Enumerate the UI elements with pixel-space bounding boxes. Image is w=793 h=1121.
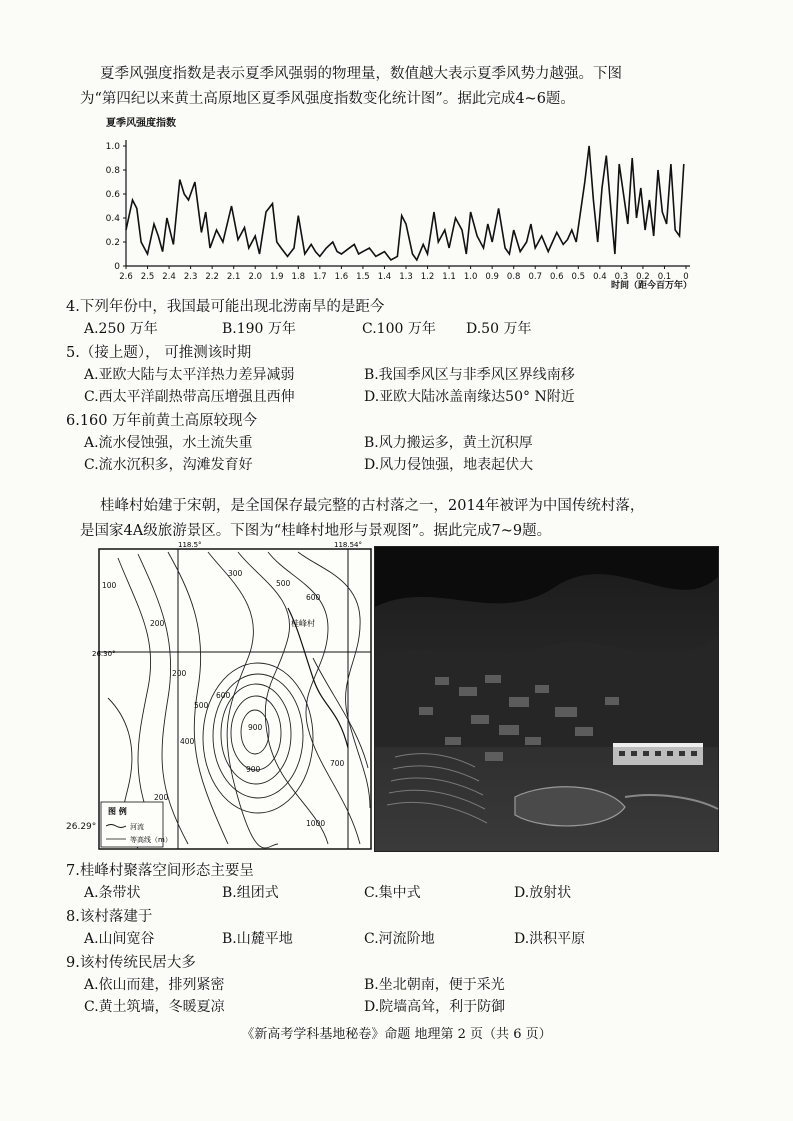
svg-text:400: 400 [180, 737, 195, 746]
intro-1-line-2: 为“第四纪以来黄土高原地区夏季风强度指数变化统计图”。据此完成4~6题。 [80, 91, 575, 107]
x-tick-label: 2.3 [183, 272, 198, 282]
y-tick-label: 0.8 [105, 166, 120, 176]
q7-option-b[interactable]: B.组团式 [222, 885, 279, 901]
questions-4-6 [66, 296, 756, 476]
x-tick-label: 0 [683, 272, 689, 282]
question-5-options-row-1 [66, 364, 756, 386]
x-tick-label: 1.1 [442, 272, 456, 282]
x-tick-label: 2.0 [248, 272, 262, 282]
svg-text:500: 500 [194, 701, 209, 710]
map-lon-right: 118.54° [334, 541, 362, 549]
y-tick-label: 0 [114, 262, 120, 272]
question-9-stem: 9.该村传统民居大多 [66, 955, 196, 971]
svg-text:600: 600 [216, 691, 231, 700]
intro-paragraph-1 [80, 62, 740, 112]
legend-contour: 等高线（m） [130, 836, 172, 844]
x-tick-label: 1.9 [270, 272, 284, 282]
q9-option-a[interactable]: A.依山而建，排列紧密 [84, 977, 225, 993]
page-footer: 《新高考学科基地秘卷》命题 地理第 2 页（共 6 页） [241, 1027, 552, 1042]
x-tick-label: 0.8 [506, 272, 521, 282]
question-6-options-row-1 [66, 432, 756, 454]
question-9-options-row-2 [66, 996, 756, 1018]
x-tick-label: 2.1 [226, 272, 241, 282]
question-4-stem: 4.下列年份中，我国最可能出现北涝南旱的是距今 [66, 299, 385, 315]
q6-option-d[interactable]: D.风力侵蚀强，地表起伏大 [364, 457, 534, 473]
y-tick-label: 0.2 [105, 238, 120, 248]
svg-text:900: 900 [248, 723, 263, 732]
question-7-stem: 7.桂峰村聚落空间形态主要呈 [66, 863, 254, 879]
x-tick-label: 1.4 [377, 272, 392, 282]
svg-text:200: 200 [154, 793, 169, 802]
q9-option-d[interactable]: D.院墙高耸，利于防御 [364, 999, 506, 1015]
svg-text:700: 700 [330, 759, 345, 768]
q9-option-c[interactable]: C.黄土筑墙，冬暖夏凉 [84, 999, 225, 1015]
x-tick-label: 1.5 [356, 272, 370, 282]
y-tick-label: 1.0 [105, 142, 120, 152]
question-8-stem: 8.该村落建于 [66, 909, 153, 925]
chart-y-ticks [106, 142, 126, 272]
x-tick-label: 2.4 [162, 272, 176, 282]
q8-option-d[interactable]: D.洪积平原 [514, 931, 586, 947]
question-6-options-row-2 [66, 454, 756, 476]
map-village-label: 桂峰村 [291, 619, 315, 628]
svg-text:600: 600 [306, 593, 321, 602]
intro-paragraph-2 [80, 494, 740, 544]
x-tick-label: 1.3 [399, 272, 413, 282]
map-lat-upper: 26.30° [92, 650, 116, 658]
chart-x-label: 时间（距今百万年） [610, 281, 692, 291]
village-landscape-photo [374, 546, 719, 852]
svg-text:900: 900 [246, 765, 261, 774]
map-lat-lower: 26.29° [66, 822, 97, 832]
questions-7-9 [66, 860, 756, 1018]
x-tick-label: 0.4 [593, 272, 607, 282]
q7-option-c[interactable]: C.集中式 [364, 885, 421, 901]
x-tick-label: 0.7 [528, 272, 542, 282]
question-7-options [66, 882, 756, 904]
q7-option-d[interactable]: D.放射状 [514, 885, 572, 901]
legend-title: 图 例 [108, 807, 127, 816]
q8-option-a[interactable]: A.山间宽谷 [84, 931, 155, 947]
chart-x-ticks [119, 266, 688, 282]
q4-option-d[interactable]: D.50 万年 [466, 321, 532, 337]
x-tick-label: 2.2 [205, 272, 219, 282]
svg-text:300: 300 [228, 569, 243, 578]
svg-text:200: 200 [150, 619, 165, 628]
question-8-options [66, 928, 756, 950]
x-tick-label: 2.6 [119, 272, 133, 282]
y-tick-label: 0.4 [105, 214, 120, 224]
q6-option-a[interactable]: A.流水侵蚀强，水土流失重 [84, 435, 253, 451]
question-9-options-row-1 [66, 974, 756, 996]
q4-option-b[interactable]: B.190 万年 [222, 321, 296, 337]
svg-text:100: 100 [102, 581, 117, 590]
q8-option-c[interactable]: C.河流阶地 [364, 931, 435, 947]
x-tick-label: 0.3 [614, 272, 629, 282]
intro-2-line-1: 桂峰村始建于宋朝，是全国保存最完整的古村落之一，2014年被评为中国传统村落， [100, 498, 645, 514]
q6-option-c[interactable]: C.流水沉积多，沟滩发育好 [84, 457, 253, 473]
chart-y-label: 夏季风强度指数 [106, 118, 176, 129]
x-tick-label: 0.5 [571, 272, 586, 282]
intro-1-line-1: 夏季风强度指数是表示夏季风强弱的物理量，数值越大表示夏季风势力越强。下图 [100, 66, 622, 82]
topographic-map [92, 541, 372, 850]
x-tick-label: 1.0 [463, 272, 478, 282]
x-tick-label: 0.2 [636, 272, 650, 282]
question-6-stem: 6.160 万年前黄土高原较现今 [66, 413, 258, 429]
map-lon-left: 118.5° [178, 541, 202, 549]
intro-2-line-2: 是国家4A级旅游景区。下图为“桂峰村地形与景观图”。据此完成7~9题。 [80, 523, 552, 539]
q6-option-b[interactable]: B.风力搬运多，黄土沉积厚 [364, 435, 533, 451]
q5-option-b[interactable]: B.我国季风区与非季风区界线南移 [364, 367, 575, 383]
x-tick-label: 1.8 [291, 272, 306, 282]
q8-option-b[interactable]: B.山麓平地 [222, 931, 293, 947]
y-tick-label: 0.6 [105, 190, 120, 200]
question-5-options-row-2 [66, 386, 756, 408]
q9-option-b[interactable]: B.坐北朝南，便于采光 [364, 977, 505, 993]
svg-text:1000: 1000 [306, 819, 326, 828]
legend-river: 河流 [130, 823, 144, 831]
q5-option-a[interactable]: A.亚欧大陆与太平洋热力差异减弱 [84, 367, 295, 383]
x-tick-label: 0.6 [550, 272, 564, 282]
q4-option-c[interactable]: C.100 万年 [362, 321, 436, 337]
svg-text:500: 500 [276, 579, 291, 588]
q5-option-d[interactable]: D.亚欧大陆冰盖南缘达50° N附近 [364, 389, 575, 405]
x-tick-label: 1.2 [420, 272, 435, 282]
photo-illustration [375, 547, 718, 851]
question-5-stem: 5.（接上题）， 可推测该时期 [66, 345, 252, 361]
svg-text:200: 200 [172, 669, 187, 678]
q5-option-c[interactable]: C.西太平洋副热带高压增强且西伸 [84, 389, 295, 405]
x-tick-label: 1.6 [334, 272, 349, 282]
question-4-options [66, 318, 756, 340]
x-tick-label: 2.5 [140, 272, 155, 282]
q4-option-a[interactable]: A.250 万年 [84, 321, 158, 337]
chart-series-line [126, 146, 684, 260]
monsoon-index-chart [100, 112, 700, 302]
q7-option-a[interactable]: A.条带状 [84, 885, 141, 901]
x-tick-label: 0.1 [657, 272, 672, 282]
x-tick-label: 0.9 [485, 272, 499, 282]
x-tick-label: 1.7 [313, 272, 327, 282]
map-legend [101, 802, 172, 847]
